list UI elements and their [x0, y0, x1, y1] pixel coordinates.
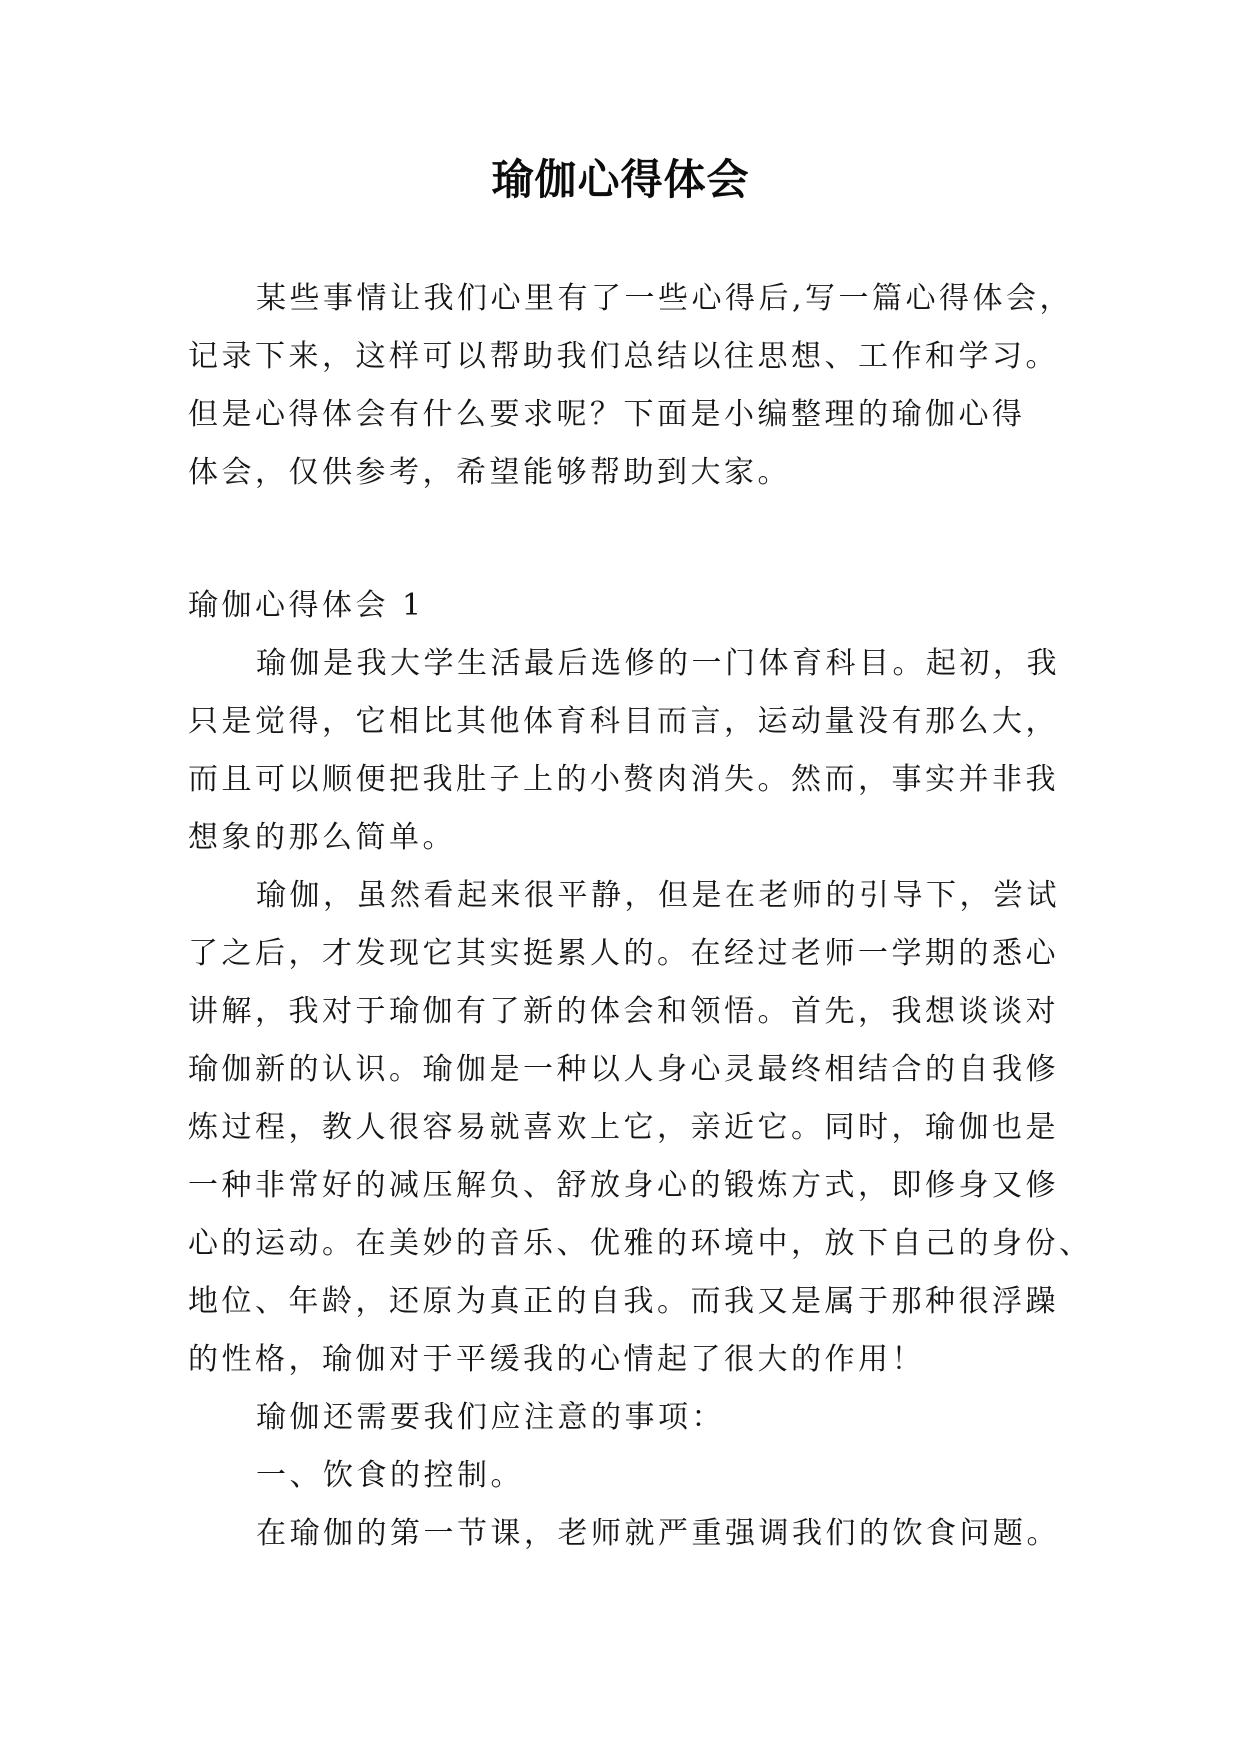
paragraph-1-line-3: 而且可以顺便把我肚子上的小赘肉消失。然而，事实并非我	[188, 762, 1059, 797]
paragraph-3: 瑜伽还需要我们应注意的事项：	[256, 1400, 725, 1435]
paragraph-2-line-6: 一种非常好的减压解负、舒放身心的锻炼方式，即修身又修	[188, 1168, 1059, 1203]
paragraph-2-line-2: 了之后，才发现它其实挺累人的。在经过老师一学期的悉心	[188, 936, 1059, 971]
main-content	[188, 577, 1093, 1563]
intro-line-3: 但是心得体会有什么要求呢？下面是小编整理的瑜伽心得	[188, 397, 1026, 432]
paragraph-2-line-9: 的性格，瑜伽对于平缓我的心情起了很大的作用！	[188, 1342, 925, 1377]
paragraph-1-line-1: 瑜伽是我大学生活最后选修的一门体育科目。起初，我	[256, 646, 1060, 681]
paragraph-2-line-3: 讲解，我对于瑜伽有了新的体会和领悟。首先，我想谈谈对	[188, 994, 1059, 1029]
paragraph-2	[188, 867, 1093, 1389]
paragraph-5: 在瑜伽的第一节课，老师就严重强调我们的饮食问题。	[256, 1516, 1060, 1551]
paragraph-1	[188, 635, 1060, 867]
intro-paragraph	[188, 270, 1074, 502]
paragraph-1-line-2: 只是觉得，它相比其他体育科目而言，运动量没有那么大，	[188, 704, 1059, 739]
paragraph-2-line-7: 心的运动。在美妙的音乐、优雅的环境中，放下自己的身份、	[188, 1226, 1093, 1261]
paragraph-4: 一、饮食的控制。	[256, 1458, 524, 1493]
paragraph-2-line-4: 瑜伽新的认识。瑜伽是一种以人身心灵最终相结合的自我修	[188, 1052, 1059, 1087]
section-heading: 瑜伽心得体会 1	[188, 588, 425, 623]
intro-line-2: 记录下来，这样可以帮助我们总结以往思想、工作和学习。	[188, 339, 1059, 374]
paragraph-2-line-8: 地位、年龄，还原为真正的自我。而我又是属于那种很浮躁	[188, 1284, 1059, 1319]
intro-line-1: 某些事情让我们心里有了一些心得后,写一篇心得体会，	[256, 281, 1074, 316]
document-title: 瑜伽心得体会	[491, 155, 750, 204]
paragraph-1-line-4: 想象的那么简单。	[188, 820, 456, 855]
paragraph-2-line-5: 炼过程，教人很容易就喜欢上它，亲近它。同时，瑜伽也是	[188, 1110, 1059, 1145]
paragraph-2-line-1: 瑜伽，虽然看起来很平静，但是在老师的引导下，尝试	[256, 878, 1060, 913]
intro-line-4: 体会，仅供参考，希望能够帮助到大家。	[188, 455, 791, 490]
